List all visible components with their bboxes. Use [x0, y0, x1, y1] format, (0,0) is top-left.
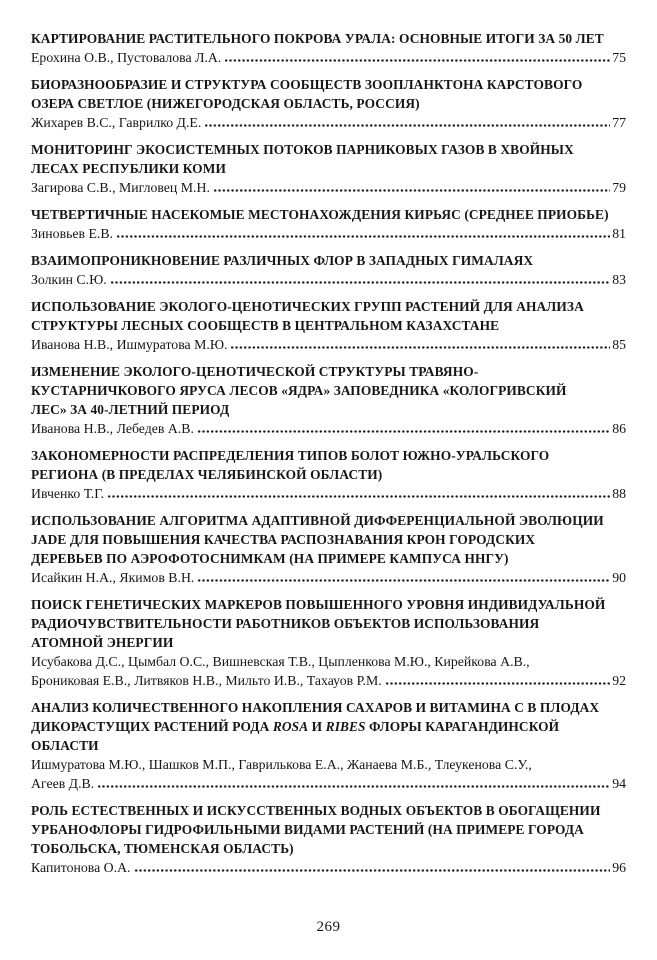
toc-entry	[31, 698, 626, 793]
entry-authors-line	[31, 113, 626, 132]
entry-page-number: 85	[612, 337, 626, 352]
entry-title	[31, 140, 626, 178]
entry-title-line	[31, 530, 626, 549]
entry-title-line	[31, 511, 626, 530]
entry-title-line	[31, 698, 626, 717]
entry-title-line	[31, 362, 626, 381]
authors-text: Золкин С.Ю.	[31, 272, 107, 287]
toc-entry	[31, 801, 626, 877]
dot-leader	[116, 235, 610, 238]
entry-page-number: 75	[612, 50, 626, 65]
entry-title-line	[31, 140, 626, 159]
title-text: АНАЛИЗ КОЛИЧЕСТВЕННОГО НАКОПЛЕНИЯ САХАРОВ И ВИТАМИНА С В ПЛОДАХ	[31, 700, 600, 715]
toc-entry	[31, 511, 626, 587]
entry-authors-line	[31, 671, 626, 690]
toc-entry	[31, 595, 626, 690]
entry-authors-line	[31, 755, 626, 774]
entry-title-line	[31, 29, 626, 48]
entry-authors-line	[31, 224, 626, 243]
entry-title-line	[31, 717, 626, 736]
title-text: КУСТАРНИЧКОВОГО ЯРУСА ЛЕСОВ «ЯДРА» ЗАПОВЕДНИКА «КОЛОГРИВСКИЙ	[31, 383, 567, 398]
entry-title	[31, 362, 626, 419]
title-text: ЛЕСАХ РЕСПУБЛИКИ КОМИ	[31, 161, 226, 176]
dot-leader	[230, 346, 610, 349]
toc-entry	[31, 251, 626, 289]
entry-title	[31, 205, 626, 224]
dot-leader	[134, 869, 611, 872]
authors-text: Загирова С.В., Мигловец М.Н.	[31, 180, 210, 195]
entry-page-number: 92	[612, 673, 626, 688]
title-text: ИСПОЛЬЗОВАНИЕ АЛГОРИТМА АДАПТИВНОЙ ДИФФЕРЕНЦИАЛЬНОЙ ЭВОЛЮЦИИ	[31, 513, 604, 528]
title-text: ПОИСК ГЕНЕТИЧЕСКИХ МАРКЕРОВ ПОВЫШЕННОГО УРОВНЯ ИНДИВИДУАЛЬНОЙ	[31, 597, 606, 612]
entry-title-line	[31, 595, 626, 614]
title-text-italic: RIBES	[325, 719, 366, 734]
authors-text: Агеев Д.В.	[31, 776, 95, 791]
toc-entry	[31, 297, 626, 354]
dot-leader	[385, 682, 611, 685]
entry-title-line	[31, 446, 626, 465]
entry-page-number: 77	[612, 115, 626, 130]
title-text: ЗАКОНОМЕРНОСТИ РАСПРЕДЕЛЕНИЯ ТИПОВ БОЛОТ ЮЖНО-УРАЛЬСКОГО	[31, 448, 550, 463]
entry-authors-line	[31, 568, 626, 587]
authors-text: Исубакова Д.С., Цымбал О.С., Вишневская Т.В., Цыпленкова М.Ю., Кирейкова А.В.,	[31, 654, 530, 669]
entry-title	[31, 75, 626, 113]
title-text: РАДИОЧУВСТВИТЕЛЬНОСТИ РАБОТНИКОВ ОБЪЕКТОВ ИСПОЛЬЗОВАНИЯ	[31, 616, 540, 631]
entry-authors-line	[31, 419, 626, 438]
title-text: ОБЛАСТИ	[31, 738, 99, 753]
title-text: СТРУКТУРЫ ЛЕСНЫХ СООБЩЕСТВ В ЦЕНТРАЛЬНОМ КАЗАХСТАНЕ	[31, 318, 500, 333]
title-text: МОНИТОРИНГ ЭКОСИСТЕМНЫХ ПОТОКОВ ПАРНИКОВЫХ ГАЗОВ В ХВОЙНЫХ	[31, 142, 574, 157]
entry-page-number: 81	[612, 226, 626, 241]
entry-title	[31, 595, 626, 652]
entry-title-line	[31, 465, 626, 484]
title-text: РОЛЬ ЕСТЕСТВЕННЫХ И ИСКУССТВЕННЫХ ВОДНЫХ ОБЪЕКТОВ В ОБОГАЩЕНИИ	[31, 803, 601, 818]
toc-entry	[31, 205, 626, 243]
entry-authors-line	[31, 270, 626, 289]
entry-page-number: 79	[612, 180, 626, 195]
title-text: ЛЕС» ЗА 40-ЛЕТНИЙ ПЕРИОД	[31, 402, 230, 417]
entry-page-number: 86	[612, 421, 626, 436]
entry-title-line	[31, 549, 626, 568]
title-text: ЧЕТВЕРТИЧНЫЕ НАСЕКОМЫЕ МЕСТОНАХОЖДЕНИЯ КИРЬЯС (СРЕДНЕЕ ПРИОБЬЕ)	[31, 207, 609, 222]
entry-authors-line	[31, 178, 626, 197]
entry-title-line	[31, 297, 626, 316]
title-text: АТОМНОЙ ЭНЕРГИИ	[31, 635, 174, 650]
authors-text: Иванова Н.В., Ишмуратова М.Ю.	[31, 337, 228, 352]
entry-title	[31, 511, 626, 568]
title-text: ВЗАИМОПРОНИКНОВЕНИЕ РАЗЛИЧНЫХ ФЛОР В ЗАПАДНЫХ ГИМАЛАЯХ	[31, 253, 534, 268]
title-text: ТОБОЛЬСКА, ТЮМЕНСКАЯ ОБЛАСТЬ)	[31, 841, 294, 856]
page-number: 269	[316, 919, 341, 935]
entry-authors-line	[31, 335, 626, 354]
entry-title-line	[31, 316, 626, 335]
title-text: РЕГИОНА (В ПРЕДЕЛАХ ЧЕЛЯБИНСКОЙ ОБЛАСТИ)	[31, 467, 383, 482]
authors-text: Жихарев В.С., Гаврилко Д.Е.	[31, 115, 202, 130]
title-text: ИСПОЛЬЗОВАНИЕ ЭКОЛОГО-ЦЕНОТИЧЕСКИХ ГРУПП РАСТЕНИЙ ДЛЯ АНАЛИЗА	[31, 299, 584, 314]
title-text: БИОРАЗНООБРАЗИЕ И СТРУКТУРА СООБЩЕСТВ ЗООПЛАНКТОНА КАРСТОВОГО	[31, 77, 583, 92]
entry-title	[31, 29, 626, 48]
entry-title-line	[31, 839, 626, 858]
entry-title-line	[31, 75, 626, 94]
dot-leader	[197, 430, 610, 433]
toc-entry	[31, 362, 626, 438]
entry-page-number: 90	[612, 570, 626, 585]
entry-title	[31, 698, 626, 755]
entry-authors-line	[31, 652, 626, 671]
toc-entry	[31, 140, 626, 197]
entry-title	[31, 251, 626, 270]
entry-title	[31, 297, 626, 335]
authors-text: Зиновьев Е.В.	[31, 226, 113, 241]
toc-entry	[31, 29, 626, 67]
authors-text: Капитонова О.А.	[31, 860, 131, 875]
entry-authors-line	[31, 774, 626, 793]
title-text: ДЕРЕВЬЕВ ПО АЭРОФОТОСНИМКАМ (НА ПРИМЕРЕ КАМПУСА ННГУ)	[31, 551, 509, 566]
entry-title-line	[31, 633, 626, 652]
entry-page-number: 88	[612, 486, 626, 501]
dot-leader	[224, 59, 610, 62]
title-text: И	[308, 719, 326, 734]
title-text: ФЛОРЫ КАРАГАНДИНСКОЙ	[365, 719, 560, 734]
entry-title-line	[31, 801, 626, 820]
dot-leader	[110, 281, 610, 284]
entry-page-number: 96	[612, 860, 626, 875]
title-text: ОЗЕРА СВЕТЛОЕ (НИЖЕГОРОДСКАЯ ОБЛАСТЬ, РОССИЯ)	[31, 96, 420, 111]
entry-title-line	[31, 251, 626, 270]
title-text: JADE ДЛЯ ПОВЫШЕНИЯ КАЧЕСТВА РАСПОЗНАВАНИЯ КРОН ГОРОДСКИХ	[31, 532, 536, 547]
authors-text: Ивченко Т.Г.	[31, 486, 105, 501]
title-text: УРБАНОФЛОРЫ ГИДРОФИЛЬНЫМИ ВИДАМИ РАСТЕНИЙ (НА ПРИМЕРЕ ГОРОДА	[31, 822, 584, 837]
authors-text: Ерохина О.В., Пустовалова Л.А.	[31, 50, 222, 65]
dot-leader	[213, 189, 610, 192]
entry-title	[31, 801, 626, 858]
toc-list	[31, 29, 626, 877]
dot-leader	[197, 579, 610, 582]
entry-title-line	[31, 820, 626, 839]
entry-authors-line	[31, 484, 626, 503]
entry-title-line	[31, 381, 626, 400]
entry-title	[31, 446, 626, 484]
authors-text: Брониковая Е.В., Литвяков Н.В., Мильто И.В., Тахауов Р.М.	[31, 673, 382, 688]
entry-authors-line	[31, 48, 626, 67]
authors-text: Иванова Н.В., Лебедев А.В.	[31, 421, 194, 436]
entry-title-line	[31, 205, 626, 224]
authors-text: Исайкин Н.А., Якимов В.Н.	[31, 570, 195, 585]
entry-title-line	[31, 159, 626, 178]
authors-text: Ишмуратова М.Ю., Шашков М.П., Гаврилькова Е.А., Жанаева М.Б., Тлеукенова С.У.,	[31, 757, 532, 772]
toc-entry	[31, 75, 626, 132]
dot-leader	[204, 124, 610, 127]
title-text: ИЗМЕНЕНИЕ ЭКОЛОГО-ЦЕНОТИЧЕСКОЙ СТРУКТУРЫ ТРАВЯНО-	[31, 364, 479, 379]
title-text: КАРТИРОВАНИЕ РАСТИТЕЛЬНОГО ПОКРОВА УРАЛА: ОСНОВНЫЕ ИТОГИ ЗА 50 ЛЕТ	[31, 31, 604, 46]
dot-leader	[107, 495, 610, 498]
title-text-italic: ROSA	[272, 719, 309, 734]
entry-title-line	[31, 400, 626, 419]
entry-page-number: 83	[612, 272, 626, 287]
toc-entry	[31, 446, 626, 503]
entry-title-line	[31, 94, 626, 113]
entry-authors-line	[31, 858, 626, 877]
title-text: ДИКОРАСТУЩИХ РАСТЕНИЙ РОДА	[31, 719, 273, 734]
entry-title-line	[31, 736, 626, 755]
entry-page-number: 94	[612, 776, 626, 791]
entry-title-line	[31, 614, 626, 633]
dot-leader	[97, 785, 610, 788]
